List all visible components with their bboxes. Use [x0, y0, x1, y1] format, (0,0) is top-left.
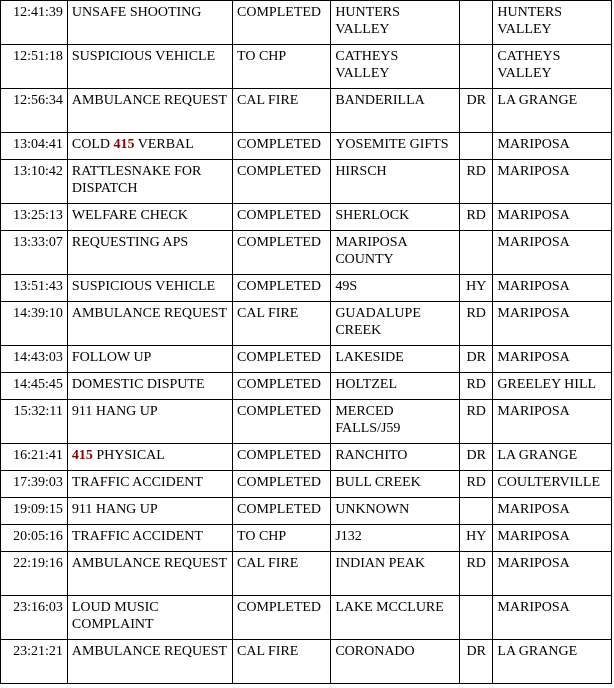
table-row — [1, 1, 612, 45]
description-cell: REQUESTING APS — [67, 231, 232, 275]
city-cell: MARIPOSA — [493, 498, 612, 525]
table-row — [1, 471, 612, 498]
table-row — [1, 400, 612, 444]
location-cell: BULL CREEK — [331, 471, 460, 498]
location-cell: MARIPOSA COUNTY — [331, 231, 460, 275]
disposition-cell: COMPLETED — [233, 444, 331, 471]
description-cell — [67, 444, 232, 471]
location-cell: LAKESIDE — [331, 346, 460, 373]
street-suffix-cell — [459, 498, 492, 525]
street-suffix-cell: DR — [459, 444, 492, 471]
city-cell: GREELEY HILL — [493, 373, 612, 400]
street-suffix-cell: RD — [459, 400, 492, 444]
disposition-cell: COMPLETED — [233, 133, 331, 160]
city-cell: MARIPOSA — [493, 204, 612, 231]
table-row — [1, 231, 612, 275]
time-cell: 15:32:11 — [1, 400, 68, 444]
city-cell: MARIPOSA — [493, 346, 612, 373]
time-cell: 12:51:18 — [1, 45, 68, 89]
city-cell: MARIPOSA — [493, 160, 612, 204]
disposition-cell: COMPLETED — [233, 160, 331, 204]
disposition-cell: COMPLETED — [233, 373, 331, 400]
time-cell: 14:45:45 — [1, 373, 68, 400]
table-row — [1, 275, 612, 302]
location-cell: RANCHITO — [331, 444, 460, 471]
street-suffix-cell: RD — [459, 552, 492, 596]
description-cell: FOLLOW UP — [67, 346, 232, 373]
city-cell: LA GRANGE — [493, 640, 612, 684]
table-row — [1, 133, 612, 160]
table-row — [1, 346, 612, 373]
time-cell: 12:41:39 — [1, 1, 68, 45]
street-suffix-cell: RD — [459, 302, 492, 346]
code-415-highlight: 415 — [113, 137, 135, 152]
city-cell: MARIPOSA — [493, 302, 612, 346]
description-cell: AMBULANCE REQUEST — [67, 89, 232, 133]
description-cell: RATTLESNAKE FOR DISPATCH — [67, 160, 232, 204]
location-cell: BANDERILLA — [331, 89, 460, 133]
disposition-cell: COMPLETED — [233, 498, 331, 525]
table-row — [1, 45, 612, 89]
disposition-cell: TO CHP — [233, 525, 331, 552]
street-suffix-cell: RD — [459, 471, 492, 498]
disposition-cell: COMPLETED — [233, 204, 331, 231]
city-cell: MARIPOSA — [493, 552, 612, 596]
description-cell — [67, 133, 232, 160]
location-cell: YOSEMITE GIFTS — [331, 133, 460, 160]
table-row — [1, 89, 612, 133]
time-cell: 13:33:07 — [1, 231, 68, 275]
table-row — [1, 444, 612, 471]
time-cell: 14:43:03 — [1, 346, 68, 373]
city-cell: MARIPOSA — [493, 275, 612, 302]
code-415-highlight: 415 — [71, 448, 93, 463]
location-cell: CORONADO — [331, 640, 460, 684]
description-text: PHYSICAL — [92, 448, 165, 463]
time-cell: 19:09:15 — [1, 498, 68, 525]
time-cell: 22:19:16 — [1, 552, 68, 596]
street-suffix-cell: DR — [459, 346, 492, 373]
street-suffix-cell: HY — [459, 275, 492, 302]
city-cell: LA GRANGE — [493, 89, 612, 133]
location-cell: INDIAN PEAK — [331, 552, 460, 596]
street-suffix-cell: DR — [459, 89, 492, 133]
disposition-cell: COMPLETED — [233, 275, 331, 302]
description-cell: WELFARE CHECK — [67, 204, 232, 231]
time-cell: 16:21:41 — [1, 444, 68, 471]
description-cell: SUSPICIOUS VEHICLE — [67, 275, 232, 302]
disposition-cell: TO CHP — [233, 45, 331, 89]
description-cell: DOMESTIC DISPUTE — [67, 373, 232, 400]
city-cell: CATHEYS VALLEY — [493, 45, 612, 89]
table-row — [1, 596, 612, 640]
location-cell: 49S — [331, 275, 460, 302]
disposition-cell: COMPLETED — [233, 471, 331, 498]
street-suffix-cell: RD — [459, 204, 492, 231]
time-cell: 14:39:10 — [1, 302, 68, 346]
location-cell: HOLTZEL — [331, 373, 460, 400]
city-cell: HUNTERS VALLEY — [493, 1, 612, 45]
street-suffix-cell — [459, 231, 492, 275]
street-suffix-cell — [459, 45, 492, 89]
description-cell: 911 HANG UP — [67, 498, 232, 525]
city-cell: MARIPOSA — [493, 525, 612, 552]
table-row — [1, 160, 612, 204]
city-cell: COULTERVILLE — [493, 471, 612, 498]
location-cell: J132 — [331, 525, 460, 552]
description-cell: 911 HANG UP — [67, 400, 232, 444]
description-text: VERBAL — [134, 137, 194, 152]
time-cell: 13:04:41 — [1, 133, 68, 160]
street-suffix-cell — [459, 133, 492, 160]
location-cell: HUNTERS VALLEY — [331, 1, 460, 45]
description-text: COLD — [71, 137, 114, 152]
street-suffix-cell: RD — [459, 373, 492, 400]
time-cell: 13:51:43 — [1, 275, 68, 302]
street-suffix-cell: RD — [459, 160, 492, 204]
disposition-cell: COMPLETED — [233, 596, 331, 640]
time-cell: 13:10:42 — [1, 160, 68, 204]
time-cell: 23:16:03 — [1, 596, 68, 640]
table-row — [1, 525, 612, 552]
city-cell: LA GRANGE — [493, 444, 612, 471]
description-cell: UNSAFE SHOOTING — [67, 1, 232, 45]
city-cell: MARIPOSA — [493, 400, 612, 444]
city-cell: MARIPOSA — [493, 133, 612, 160]
time-cell: 23:21:21 — [1, 640, 68, 684]
location-cell: HIRSCH — [331, 160, 460, 204]
city-cell: MARIPOSA — [493, 231, 612, 275]
location-cell: LAKE MCCLURE — [331, 596, 460, 640]
location-cell: UNKNOWN — [331, 498, 460, 525]
table-row — [1, 302, 612, 346]
description-cell: LOUD MUSIC COMPLAINT — [67, 596, 232, 640]
location-cell: SHERLOCK — [331, 204, 460, 231]
time-cell: 12:56:34 — [1, 89, 68, 133]
time-cell: 20:05:16 — [1, 525, 68, 552]
disposition-cell: CAL FIRE — [233, 89, 331, 133]
disposition-cell: CAL FIRE — [233, 640, 331, 684]
disposition-cell: COMPLETED — [233, 231, 331, 275]
street-suffix-cell — [459, 596, 492, 640]
description-cell: AMBULANCE REQUEST — [67, 552, 232, 596]
table-row — [1, 373, 612, 400]
disposition-cell: COMPLETED — [233, 400, 331, 444]
street-suffix-cell: HY — [459, 525, 492, 552]
disposition-cell: CAL FIRE — [233, 552, 331, 596]
table-row — [1, 498, 612, 525]
description-cell: AMBULANCE REQUEST — [67, 640, 232, 684]
description-cell: TRAFFIC ACCIDENT — [67, 471, 232, 498]
location-cell: GUADALUPE CREEK — [331, 302, 460, 346]
table-row — [1, 204, 612, 231]
disposition-cell: COMPLETED — [233, 1, 331, 45]
description-cell: AMBULANCE REQUEST — [67, 302, 232, 346]
disposition-cell: CAL FIRE — [233, 302, 331, 346]
description-cell: SUSPICIOUS VEHICLE — [67, 45, 232, 89]
time-cell: 13:25:13 — [1, 204, 68, 231]
description-cell: TRAFFIC ACCIDENT — [67, 525, 232, 552]
disposition-cell: COMPLETED — [233, 346, 331, 373]
location-cell: CATHEYS VALLEY — [331, 45, 460, 89]
time-cell: 17:39:03 — [1, 471, 68, 498]
table-row — [1, 552, 612, 596]
street-suffix-cell: DR — [459, 640, 492, 684]
location-cell: MERCED FALLS/J59 — [331, 400, 460, 444]
table-row — [1, 640, 612, 684]
street-suffix-cell — [459, 1, 492, 45]
city-cell: MARIPOSA — [493, 596, 612, 640]
